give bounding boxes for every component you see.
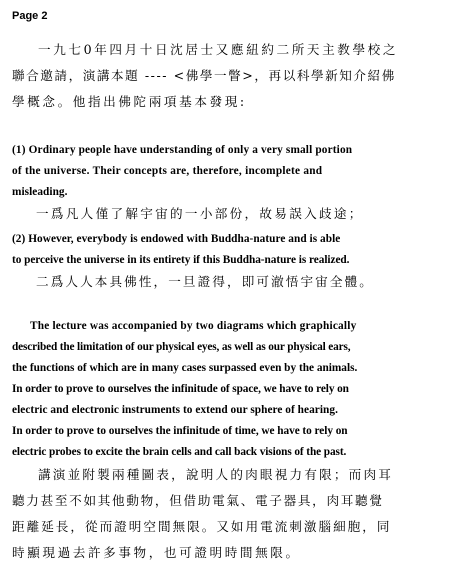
discovery-1-en-line: misleading. [12, 186, 68, 198]
intro-line: 一九七0年四月十日沈居士又應紐約二所天主教學校之 [38, 42, 399, 57]
discovery-2-en-line: (2) However, everybody is endowed with Buddha-nature and is able [12, 233, 341, 245]
lecture-zh-line: 聽力甚至不如其他動物，但借助電氣、電子器具，肉耳聽覺 [12, 493, 384, 508]
page-number: Page 2 [12, 10, 48, 22]
lecture-en-line: In order to prove to ourselves the infinitude of space, we have to rely on [12, 383, 349, 395]
discovery-1-en-line: of the universe. Their concepts are, therefore, incomplete and [12, 165, 323, 177]
intro-line: 學概念。他指出佛陀兩項基本發現: [12, 94, 247, 109]
discovery-1-zh: 一爲凡人僅了解宇宙的一小部份，故易誤入歧途； [36, 206, 364, 221]
lecture-en-line: electric and electronic instruments to extend our sphere of hearing. [12, 404, 338, 416]
discovery-2-en-line: to perceive the universe in its entirety if this Buddha-nature is realized. [12, 254, 350, 266]
lecture-zh-line: 講演並附製兩種圖表，說明人的肉眼視力有限；而肉耳 [38, 467, 394, 482]
lecture-en-line: In order to prove to ourselves the infinitude of time, we have to rely on [12, 425, 348, 437]
intro-line: 聯合邀請，演講本題 ---- <佛學一瞥>，再以科學新知介紹佛 [12, 68, 396, 83]
lecture-en-line: the functions of which are in many cases surpassed even by the animals. [12, 362, 358, 374]
lecture-zh-line: 時顯現過去許多事物，也可證明時間無限。 [12, 545, 301, 560]
discovery-2-zh: 二爲人人本具佛性，一旦證得，即可澈悟宇宙全體。 [36, 274, 374, 289]
lecture-en-line: The lecture was accompanied by two diagrams which graphically [30, 320, 357, 332]
lecture-en-line: described the limitation of our physical eyes, as well as our physical ears, [12, 341, 351, 353]
lecture-en-line: electric probes to excite the brain cells and call back visions of the past. [12, 446, 347, 458]
lecture-zh-line: 距離延長，從而證明空間無限。又如用電流刺激腦細胞，同 [12, 519, 392, 534]
discovery-1-en-line: (1) Ordinary people have understanding of only a very small portion [12, 144, 353, 156]
